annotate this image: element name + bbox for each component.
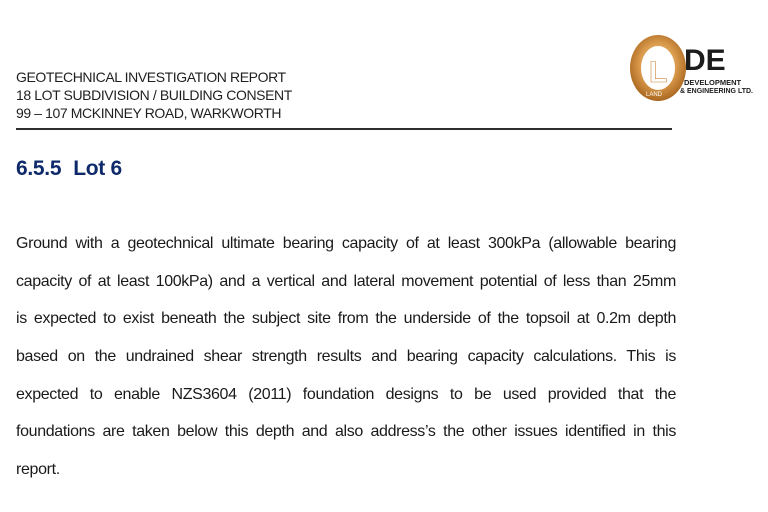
company-logo — [626, 30, 768, 110]
paragraph-line: capacity of at least 100kPa) and a vertical and lateral movement potential of less than 25mm — [16, 272, 676, 290]
section-number: 6.5.5 — [16, 157, 62, 180]
paragraph-line: foundations are taken below this depth and also address’s the other issues identified in this — [16, 423, 676, 441]
section-title: Lot 6 — [73, 157, 122, 180]
logo-letters: DE — [684, 44, 726, 77]
body-paragraph — [16, 230, 676, 494]
logo-line-2: & ENGINEERING LTD. — [680, 88, 753, 95]
report-subtitle: 18 LOT SUBDIVISION / BUILDING CONSENT — [16, 87, 292, 103]
section-heading — [16, 157, 122, 181]
report-address: 99 – 107 MCKINNEY ROAD, WARKWORTH — [16, 105, 282, 121]
logo-line-1: DEVELOPMENT — [684, 78, 742, 87]
paragraph-line: is expected to exist beneath the subject site from the underside of the topsoil at 0.2m depth — [16, 310, 676, 328]
paragraph-line: Ground with a geotechnical ultimate bearing capacity of at least 300kPa (allowable bearing — [16, 235, 676, 252]
paragraph-line: based on the undrained shear strength results and bearing capacity calculations. This is — [16, 348, 676, 366]
logo-letter-l: L — [649, 56, 668, 89]
logo-ring-word: LAND — [646, 92, 663, 98]
report-title: GEOTECHNICAL INVESTIGATION REPORT — [16, 69, 286, 85]
header-divider — [16, 128, 672, 130]
paragraph-line: expected to enable NZS3604 (2011) foundation designs to be used provided that the — [16, 385, 676, 403]
paragraph-line: report. — [16, 461, 60, 479]
report-header — [16, 68, 676, 122]
